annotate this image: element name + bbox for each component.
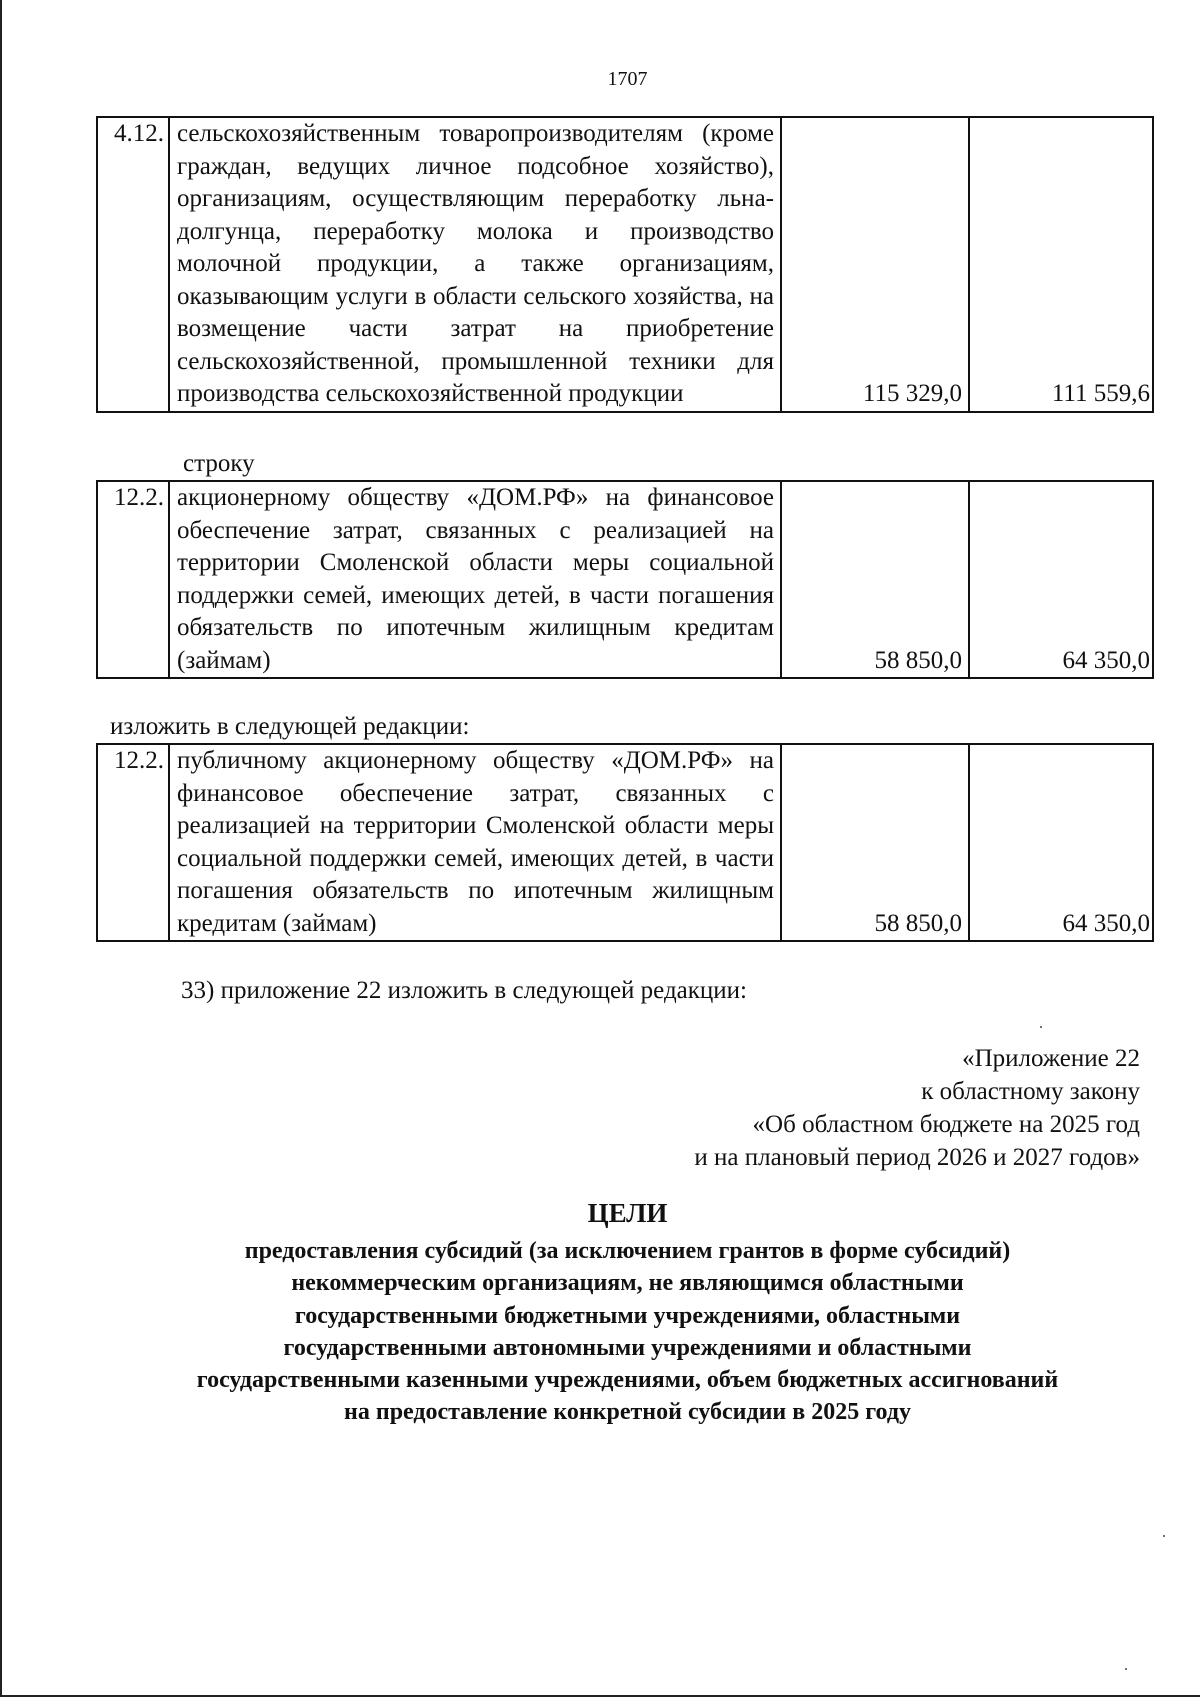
row-value-2026: 64 350,0	[969, 744, 1153, 941]
subtitle-line: на предоставление конкретной субсидии в 2025 году	[344, 1399, 911, 1426]
row-value-2025: 115 329,0	[781, 117, 969, 412]
page-number: 1707	[607, 68, 648, 90]
appendix-line: «Приложение 22	[962, 1045, 1140, 1072]
label-izlozhit: изложить в следующей редакции:	[110, 713, 470, 740]
row-description: публичному акционерному обществу «ДОМ.РФ» на финансовое обеспечение затрат, связанных с реализацией на территории Смоленской области меры социальной поддержки семей, имеющих детей, в части погашения обязательств по ипотечным жилищным кредитам (займам)	[169, 744, 781, 941]
row-number: 4.12.	[97, 117, 169, 412]
row-value-2026: 111 559,6	[969, 117, 1153, 412]
row-value-2026: 64 350,0	[969, 481, 1153, 678]
subtitle-line: государственными автономными учреждениями и областными	[283, 1334, 972, 1361]
table-row-4-12	[96, 116, 1154, 413]
document-title: ЦЕЛИ	[587, 1198, 668, 1228]
item-33: 33) приложение 22 изложить в следующей редакции:	[181, 977, 747, 1004]
appendix-line: и на плановый период 2026 и 2027 годов»	[694, 1144, 1140, 1171]
appendix-line: «Об областном бюджете на 2025 год	[752, 1111, 1140, 1138]
scan-left-border	[0, 0, 2, 1697]
table-row	[97, 117, 1153, 412]
subtitle-line: некоммерческим организациям, не являющимся областными	[291, 1270, 964, 1297]
scan-speck	[1163, 1535, 1165, 1537]
subtitle-line: государственными казенными учреждениями, объем бюджетных ассигнований	[196, 1367, 1059, 1394]
document-subtitle	[100, 1235, 1155, 1429]
row-value-2025: 58 850,0	[781, 744, 969, 941]
subtitle-line: государственными бюджетными учреждениями, областными	[294, 1302, 961, 1329]
row-description: сельскохозяйственным товаропроизводителям (кроме граждан, ведущих личное подсобное хозяйство), организациям, осуществляющим переработку льна-долгунца, переработку молока и производство молочной продукции, а также организациям, оказывающим услуги в области сельского хозяйства, на возмещение части затрат на приобретение сельскохозяйственной, промышленной техники для производства сельскохозяйственной продукции	[169, 117, 781, 412]
table-row-12-2-old	[96, 480, 1154, 679]
row-number: 12.2.	[97, 744, 169, 941]
row-value-2025: 58 850,0	[781, 481, 969, 678]
label-stroku: строку	[183, 450, 255, 477]
subtitle-line: предоставления субсидий (за исключением грантов в форме субсидий)	[244, 1238, 1011, 1264]
row-number: 12.2.	[97, 481, 169, 678]
table-row	[97, 481, 1153, 678]
table-row	[97, 744, 1153, 941]
appendix-header	[694, 1042, 1140, 1174]
scan-speck	[1125, 1668, 1127, 1670]
scan-speck	[1040, 1026, 1042, 1028]
appendix-line: к областному закону	[921, 1078, 1140, 1105]
table-row-12-2-new	[96, 743, 1154, 942]
row-description: акционерному обществу «ДОМ.РФ» на финансовое обеспечение затрат, связанных с реализацией на территории Смоленской области меры социальной поддержки семей, имеющих детей, в части погашения обязательств по ипотечным жилищным кредитам (займам)	[169, 481, 781, 678]
